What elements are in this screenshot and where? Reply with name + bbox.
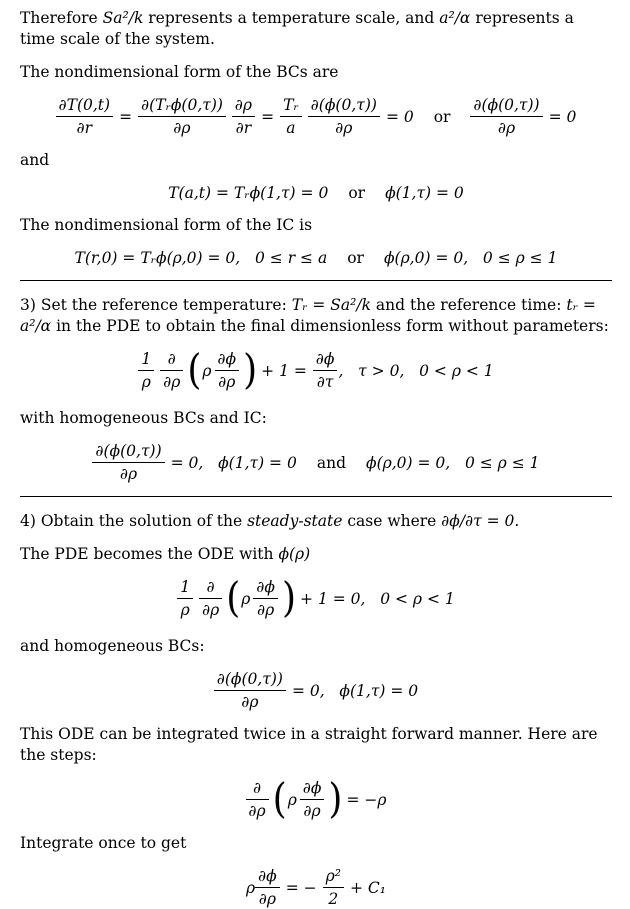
right-parenthesis: ) bbox=[328, 775, 343, 823]
math-expression: T(a,t) = Tᵣϕ(1,τ) = 0 bbox=[168, 184, 329, 202]
text-segment: in the PDE to obtain the final dimensionless form without parameters: bbox=[51, 317, 609, 335]
fraction-numerator: ∂(ϕ(0,τ)) bbox=[95, 442, 162, 460]
fraction-numerator: 1 bbox=[180, 578, 191, 596]
equation-integration-step1 bbox=[20, 775, 612, 823]
fraction-numerator: ∂(ϕ(0,τ)) bbox=[216, 670, 283, 688]
paragraph-homogeneous-intro: with homogeneous BCs and IC: bbox=[20, 409, 267, 427]
left-parenthesis: ( bbox=[187, 346, 202, 394]
fraction-denominator: ∂ρ bbox=[253, 598, 278, 620]
fraction-denominator: ∂ρ bbox=[255, 887, 280, 909]
fraction-numerator: ∂T(0,t) bbox=[58, 96, 111, 114]
paragraph-scale-summary bbox=[20, 8, 612, 50]
fraction-denominator: ∂r bbox=[232, 116, 255, 138]
equation-integration-step2 bbox=[20, 866, 612, 909]
fraction-denominator: ∂τ bbox=[313, 370, 338, 392]
fraction-numerator: ∂(Tᵣϕ(0,τ)) bbox=[141, 96, 223, 114]
math-inline-phi-rho: ϕ(ρ) bbox=[278, 545, 311, 563]
fraction bbox=[253, 577, 278, 620]
or-connective: or bbox=[348, 184, 366, 202]
emphasis-steady-state: steady-state bbox=[247, 512, 343, 530]
fraction-denominator: ∂r bbox=[56, 116, 113, 138]
text-segment: . bbox=[514, 512, 520, 530]
fraction-numerator: ∂(ϕ(0,τ)) bbox=[310, 96, 377, 114]
equation-homogeneous-conditions bbox=[20, 441, 612, 484]
equation-bc-derivation bbox=[20, 95, 612, 138]
equals-sign: = bbox=[119, 107, 133, 126]
fraction bbox=[199, 577, 222, 620]
plus-one-equals: + 1 = bbox=[261, 361, 307, 380]
math-inline-steady-condition: ∂ϕ/∂τ = 0 bbox=[441, 512, 515, 530]
fraction-denominator: ∂ρ bbox=[300, 799, 325, 821]
fraction-numerator: ∂ϕ bbox=[315, 350, 335, 368]
text-segment: The PDE becomes the ODE with bbox=[20, 545, 279, 563]
text-segment: represents a time scale of the system. bbox=[20, 9, 574, 48]
fraction bbox=[215, 349, 240, 392]
math-expression: = −ρ bbox=[346, 790, 387, 809]
math-expression: = 0, ϕ(1,τ) = 0 bbox=[291, 681, 419, 700]
fraction-denominator: ∂ρ bbox=[246, 799, 269, 821]
paragraph-step3 bbox=[20, 295, 612, 337]
domain-conditions: , τ > 0, 0 < ρ < 1 bbox=[338, 361, 494, 380]
and-connective: and bbox=[316, 453, 346, 472]
paragraph-integration-intro: This ODE can be integrated twice in a straight forward manner. Here are the steps: bbox=[20, 725, 598, 764]
fraction-numerator: ∂ bbox=[167, 350, 176, 368]
left-parenthesis: ( bbox=[226, 574, 241, 622]
fraction-denominator: ∂ρ bbox=[470, 116, 542, 138]
right-parenthesis: ) bbox=[243, 346, 258, 394]
math-inline-reference-temperature: Tᵣ = Sa²/k bbox=[291, 296, 371, 314]
fraction-denominator: ∂ρ bbox=[138, 116, 226, 138]
left-parenthesis: ( bbox=[272, 775, 287, 823]
math-inline-time-scale: a²/α bbox=[439, 9, 471, 27]
equals-sign: = bbox=[261, 107, 275, 126]
fraction-denominator: 2 bbox=[323, 887, 344, 909]
text-segment: case where bbox=[342, 512, 442, 530]
text-segment: Therefore bbox=[20, 9, 103, 27]
fraction bbox=[56, 95, 113, 138]
math-expression: ϕ(ρ,0) = 0, 0 ≤ ρ ≤ 1 bbox=[383, 249, 558, 267]
or-connective: or bbox=[347, 249, 364, 267]
fraction-denominator: ∂ρ bbox=[199, 598, 222, 620]
paragraph-ic-intro: The nondimensional form of the IC is bbox=[20, 216, 313, 234]
fraction bbox=[214, 669, 286, 712]
fraction-denominator: ∂ρ bbox=[308, 116, 380, 138]
text-segment: represents a temperature scale, and bbox=[143, 9, 440, 27]
or-connective: or bbox=[433, 107, 451, 126]
equation-bc-surface bbox=[20, 183, 612, 203]
fraction bbox=[160, 349, 183, 392]
math-inline-temperature-scale: Sa²/k bbox=[102, 9, 144, 27]
math-expression: = 0, ϕ(1,τ) = 0 bbox=[170, 453, 297, 472]
fraction-denominator: ρ bbox=[177, 598, 193, 620]
fraction-numerator: ρ² bbox=[325, 867, 341, 885]
fraction bbox=[313, 349, 338, 392]
fraction-numerator: ∂ϕ bbox=[217, 350, 237, 368]
section-divider bbox=[20, 496, 612, 497]
paragraph-homogeneous-bc-intro: and homogeneous BCs: bbox=[20, 637, 205, 655]
fraction bbox=[246, 778, 269, 821]
fraction-denominator: ∂ρ bbox=[214, 690, 286, 712]
fraction-numerator: ∂ bbox=[253, 779, 262, 797]
fraction bbox=[308, 95, 380, 138]
equation-ode-bcs bbox=[20, 669, 612, 712]
fraction-denominator: ∂ρ bbox=[92, 462, 164, 484]
fraction-denominator: a bbox=[280, 116, 302, 138]
rho-variable: ρ bbox=[246, 878, 256, 897]
fraction bbox=[280, 95, 302, 138]
paragraph-and: and bbox=[20, 151, 50, 169]
fraction bbox=[177, 577, 193, 620]
fraction bbox=[323, 866, 344, 909]
math-expression: T(r,0) = Tᵣϕ(ρ,0) = 0, 0 ≤ r ≤ a bbox=[74, 249, 328, 267]
rho-variable: ρ bbox=[241, 589, 251, 608]
fraction-numerator: ∂ϕ bbox=[302, 779, 322, 797]
fraction bbox=[138, 95, 226, 138]
math-expression: + 1 = 0, 0 < ρ < 1 bbox=[300, 589, 455, 608]
fraction-numerator: ∂ρ bbox=[234, 96, 253, 114]
fraction bbox=[232, 95, 255, 138]
paragraph-integrate-once: Integrate once to get bbox=[20, 834, 187, 852]
fraction bbox=[470, 95, 542, 138]
fraction-numerator: ∂ϕ bbox=[258, 867, 277, 885]
rho-variable: ρ bbox=[287, 790, 297, 809]
math-expression: ϕ(ρ,0) = 0, 0 ≤ ρ ≤ 1 bbox=[366, 453, 540, 472]
fraction-numerator: ∂(ϕ(0,τ)) bbox=[473, 96, 540, 114]
text-segment: 3) Set the reference temperature: bbox=[20, 296, 292, 314]
fraction bbox=[300, 778, 325, 821]
fraction-numerator: 1 bbox=[141, 350, 152, 368]
text-segment: 4) Obtain the solution of the bbox=[20, 512, 248, 530]
fraction-numerator: ∂ϕ bbox=[256, 578, 275, 596]
section-divider bbox=[20, 280, 612, 281]
equals-zero: = 0 bbox=[385, 107, 414, 126]
right-parenthesis: ) bbox=[282, 574, 297, 622]
equals-zero: = 0 bbox=[548, 107, 577, 126]
paragraph-bc-intro: The nondimensional form of the BCs are bbox=[20, 63, 339, 81]
fraction bbox=[255, 866, 280, 909]
fraction-denominator: ∂ρ bbox=[215, 370, 240, 392]
fraction-numerator: Tᵣ bbox=[283, 96, 299, 114]
math-expression: ϕ(1,τ) = 0 bbox=[385, 184, 464, 202]
rho-variable: ρ bbox=[202, 361, 212, 380]
equation-steady-ode bbox=[20, 574, 612, 622]
fraction bbox=[138, 349, 154, 392]
fraction bbox=[92, 441, 164, 484]
equation-initial-condition bbox=[20, 248, 612, 268]
equation-dimensionless-pde bbox=[20, 346, 612, 394]
fraction-denominator: ρ bbox=[138, 370, 154, 392]
fraction-denominator: ∂ρ bbox=[160, 370, 183, 392]
math-inline-reference-time: tᵣ = a²/α bbox=[20, 296, 596, 335]
plus-constant: + C₁ bbox=[349, 878, 386, 897]
paragraph-step4 bbox=[20, 511, 612, 532]
paragraph-ode-intro bbox=[20, 544, 612, 565]
equals-minus: = − bbox=[285, 878, 317, 897]
text-segment: and the reference time: bbox=[370, 296, 567, 314]
fraction-numerator: ∂ bbox=[206, 578, 215, 596]
